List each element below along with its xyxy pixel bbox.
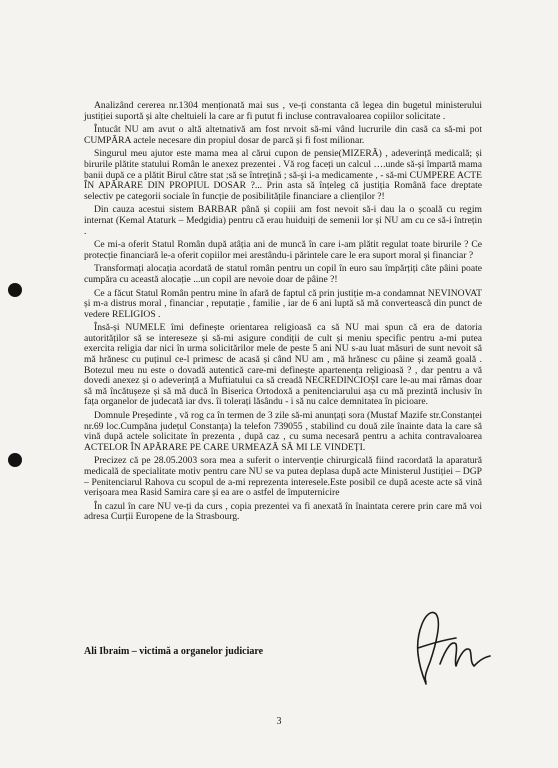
paragraph: Precizez că pe 28.05.2003 sora mea a suferit o intervenție chirurgicală fiind racordată la aparatură medicală de specialitate motiv pentru care NU se va putea deplasa după acte Ministerul Justiției – DGP – Penitenciarul Rahova cu scopul de a-mi reprezenta interesele.Este posibil ce după aceste acte să vină verișoara mea Rasid Samira care și ea are o astfel de împuternicire <box>84 455 482 499</box>
paragraph: Ce mi-a oferit Statul Român după atâția ani de muncă în care i-am plătit regulat toate birurile ? Ce protecție financiară le-a oferit copiilor mei arestându-i părintele care le era suport moral și financiar ? <box>84 239 482 261</box>
punch-hole <box>8 453 22 467</box>
paragraph: Domnule Președinte , vă rog ca în termen de 3 zile să-mi anunțați sora (Mustaf Mazife str.Constanței nr.69 loc.Cumpăna județul Constanța) la telefon 739055 , stabilind cu două zile înainte data la care să vină după actele solicitate în prezenta , după caz , cu suma necesară pentru a achita contravaloarea ACTELOR ÎN APĂRARE PE CARE URMEAZĂ SĂ MI LE VINDEȚI. <box>84 410 482 453</box>
letter-body <box>84 101 482 526</box>
paragraph: Singurul meu ajutor este mama mea al cărui cupon de pensie(MIZERĂ) , adeverință medicală; și birurile plătite statului Român le anexez prezentei . Vă rog faceți un calcul ….unde să-și împartă mama banii după ce a plătit Birul către stat ;să se întreţină ; să-şi i-a medicamente , - să-mi CUMPERE ACTE ÎN APĂRARE DIN PROPIUL DOSAR ?... Prin asta să înțeleg că justiția Română face dreptate selectiv pe categorii sociale în funcție de posibilitățile financiare a clienților ?! <box>84 148 482 202</box>
punch-hole <box>8 283 22 297</box>
paragraph: Transformați alocația acordată de statul român pentru un copil în euro sau împărțiți câte pâini poate cumpăra cu această alocație ...un copil are nevoie doar de pâine ?! <box>84 263 482 285</box>
paragraph: Din cauza acestui sistem BARBAR până și copiii am fost nevoit să-i dau la o școală cu regim internat (Kemal Ataturk – Medgidia) pentru că erau huiduiți de semenii lor și NU am cu ce să-i întrețin . <box>84 204 482 237</box>
paragraph: În cazul în care NU ve-ți da curs , copia prezentei va fi anexată în înaintata cerere prin care mă voi adresa Curții Europene de la Strasbourg. <box>84 500 482 523</box>
paragraph: Ce a făcut Statul Român pentru mine în afară de faptul că prin justiție m-a condamnat NEVINOVAT și m-a distrus moral , financiar , reputație , familie , iar de 6 ani luptă să mă converteascã din punct de vedere RELIGIOS . <box>84 287 482 320</box>
paragraph: Analizând cererea nr.1304 menționată mai sus , ve-ți constanta că legea din bugetul ministerului justiției suportă și alte cheltuieli la care ar fi putut fi incluse contravaloarea copiilor solicitate . <box>84 100 482 122</box>
handwritten-signature <box>396 604 496 686</box>
paragraph: Întucât NU am avut o altă altetnativă am fost nrvoit să-mi vând lucrurile din casă ca să-mi pot CUMPĂRA actele necesare din propiul dosar de parcă și fi fost milionar. <box>84 124 482 146</box>
page-number: 3 <box>276 716 282 727</box>
signature-line: Ali Ibraim – victimă a organelor judiciare <box>84 646 264 657</box>
paragraph: Însă-și NUMELE îmi definește orientarea religioasă ca să NU mai spun că era de datoria autorităților să se intereseze și să-mi asigure condiții de cult și meniu specific pentru a-mi putea exercita religia dar nici în urma solicitărilor mele de peste 5 ani NU s-au luat măsuri de sunt nevoit să mă hrănesc cu puținul ce-l primesc de acasă și când NU am , mă hrănesc cu pâine și zeamă goală . Botezul meu nu este o dovadă autentică care-mi definește apartenența religioasă ? , dar pentru a vă dovedi anexez și o adeverință a Muftiatului ca să creadă NECREDINCIOȘI care le-au mai rămas doar să mă încătușeze și să mă ducă în Biserica Ortodoxă a penitenciarului așa cu mă prezintă inclusiv în fața organelor de judecată iar dvs. îi tolerați lăsându - i să nu calce demnitatea în picioare. <box>84 322 482 408</box>
